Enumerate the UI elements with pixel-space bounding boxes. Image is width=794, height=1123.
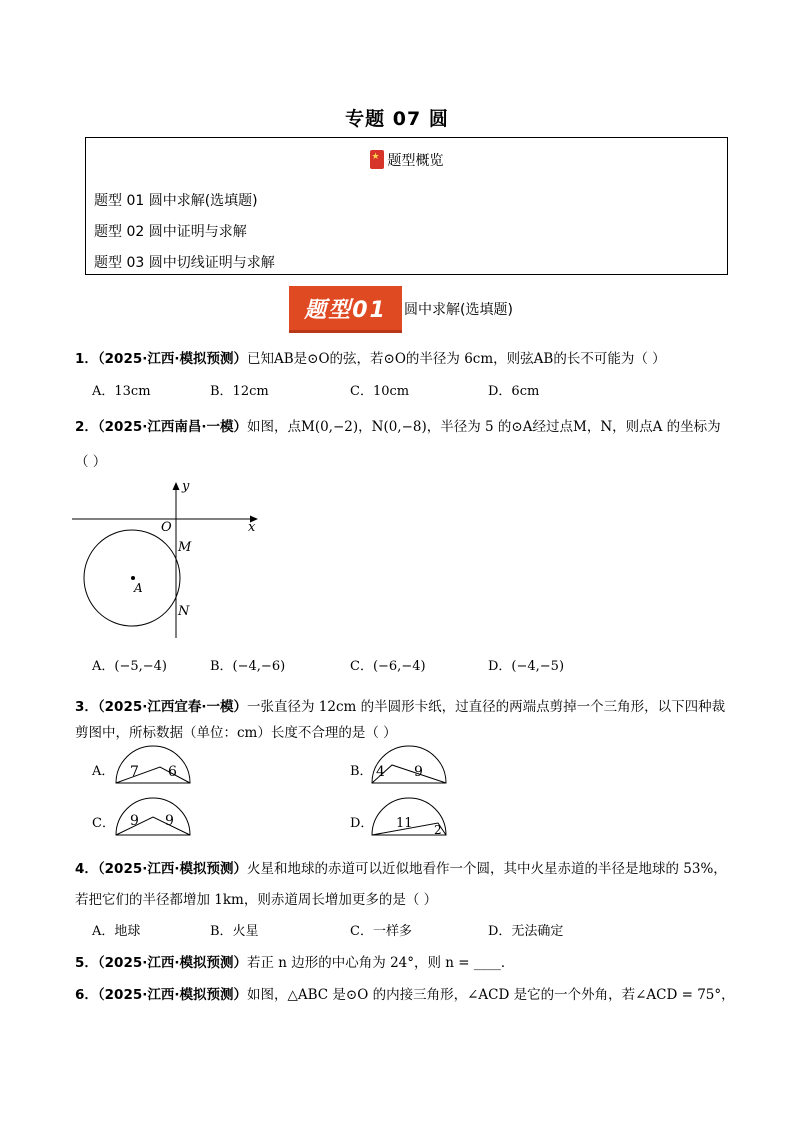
coordinate-figure: [68, 478, 268, 643]
overview-heading-text: 题型概览: [387, 153, 444, 169]
question-1: [75, 347, 666, 367]
question-number: 4．: [75, 861, 98, 877]
overview-box: [85, 137, 728, 275]
label-d1: 11: [396, 816, 413, 831]
y-label: y: [182, 479, 190, 494]
question-number: 5．: [75, 955, 98, 971]
option-c: C．(−6,−4): [350, 659, 426, 674]
question-5: [75, 951, 514, 971]
option-b: B．(−4,−6): [210, 659, 286, 674]
label-b1: 4: [376, 764, 385, 780]
option-a: A．地球: [92, 924, 141, 939]
overview-item: 题型 03 圆中切线证明与求解: [94, 255, 275, 271]
label-a1: 7: [130, 764, 139, 780]
a-label: A: [134, 581, 143, 595]
option-c: C．10cm: [350, 384, 410, 399]
semicircle-a: [112, 745, 194, 785]
label-c2: 9: [165, 813, 174, 829]
section-badge-text: 题型01: [304, 298, 387, 323]
question-source: （2025·江西·模拟预测）: [97, 861, 247, 877]
question-text: 已知AB是⊙O的弦，若⊙O的半径为 6cm，则弦AB的长不可能为（ ）: [247, 351, 666, 367]
y-axis-arrow: [173, 482, 180, 490]
option-d: D．: [350, 816, 374, 831]
semicircle-c: [112, 797, 194, 837]
overview-heading: [86, 150, 727, 170]
question-source: （2025·江西·模拟预测）: [97, 351, 247, 367]
option-a: A．: [92, 764, 115, 779]
option-b: B．12cm: [210, 384, 269, 399]
option-a: A．13cm: [92, 384, 151, 399]
question-text: 如图，△ABC 是⊙O 的内接三角形，∠ACD 是它的一个外角，若∠ACD = 75°，: [247, 987, 735, 1003]
question-text: 一张直径为 12cm 的半圆形卡纸，过直径的两端点剪掉一个三角形，以下四种裁: [247, 699, 726, 715]
semicircle-d: [368, 797, 450, 837]
overview-item: 题型 01 圆中求解(选填题): [94, 193, 258, 209]
option-b: B．火星: [210, 924, 259, 939]
m-label: M: [178, 540, 192, 555]
n-label: N: [178, 604, 190, 619]
label-a2: 6: [168, 764, 177, 780]
question-source: （2025·江西南昌·一模）: [97, 419, 247, 435]
question-number: 2．: [75, 419, 98, 435]
option-d: D．无法确定: [488, 924, 564, 939]
question-number: 1．: [75, 351, 98, 367]
page-title: 专题 07 圆: [345, 108, 449, 130]
option-d: D．(−4,−5): [488, 659, 565, 674]
section-badge: [289, 286, 402, 330]
center-point: [131, 576, 135, 580]
book-icon: [370, 150, 384, 169]
question-4: [75, 857, 727, 877]
option-b: B．: [350, 764, 373, 779]
question-text: 若正 n 边形的中心角为 24°，则 n = ____．: [247, 955, 515, 971]
question-number: 3．: [75, 699, 98, 715]
label-b2: 9: [414, 764, 423, 780]
question-4-cont: 若把它们的半径都增加 1km，则赤道周长增加更多的是（ ）: [75, 892, 438, 908]
option-d: D．6cm: [488, 384, 540, 399]
question-2-cont: （ ）: [75, 454, 107, 470]
question-3-cont: 剪图中，所标数据（单位：cm）长度不合理的是（ ）: [75, 725, 397, 741]
question-source: （2025·江西·模拟预测）: [97, 955, 247, 971]
section-label: 圆中求解(选填题): [404, 302, 513, 318]
question-6: [75, 983, 735, 1003]
question-number: 6．: [75, 987, 98, 1003]
question-text: 如图，点M(0,−2)，N(0,−8)，半径为 5 的⊙A经过点M，N，则点A 的坐标为: [247, 419, 721, 435]
semicircle-b: [368, 745, 450, 785]
question-source: （2025·江西宜春·一模）: [97, 699, 247, 715]
question-text: 火星和地球的赤道可以近似地看作一个圆，其中火星赤道的半径是地球的 53%，: [247, 861, 727, 877]
label-c1: 9: [130, 813, 139, 829]
option-a: A．(−5,−4): [92, 659, 167, 674]
option-c: C．: [92, 816, 115, 831]
label-d2: 2: [434, 823, 442, 837]
x-label: x: [248, 520, 256, 535]
question-3: [75, 695, 725, 715]
option-c: C．一样多: [350, 924, 412, 939]
question-source: （2025·江西·模拟预测）: [97, 987, 247, 1003]
origin-label: O: [161, 520, 172, 535]
overview-item: 题型 02 圆中证明与求解: [94, 224, 247, 240]
question-2: [75, 415, 721, 435]
